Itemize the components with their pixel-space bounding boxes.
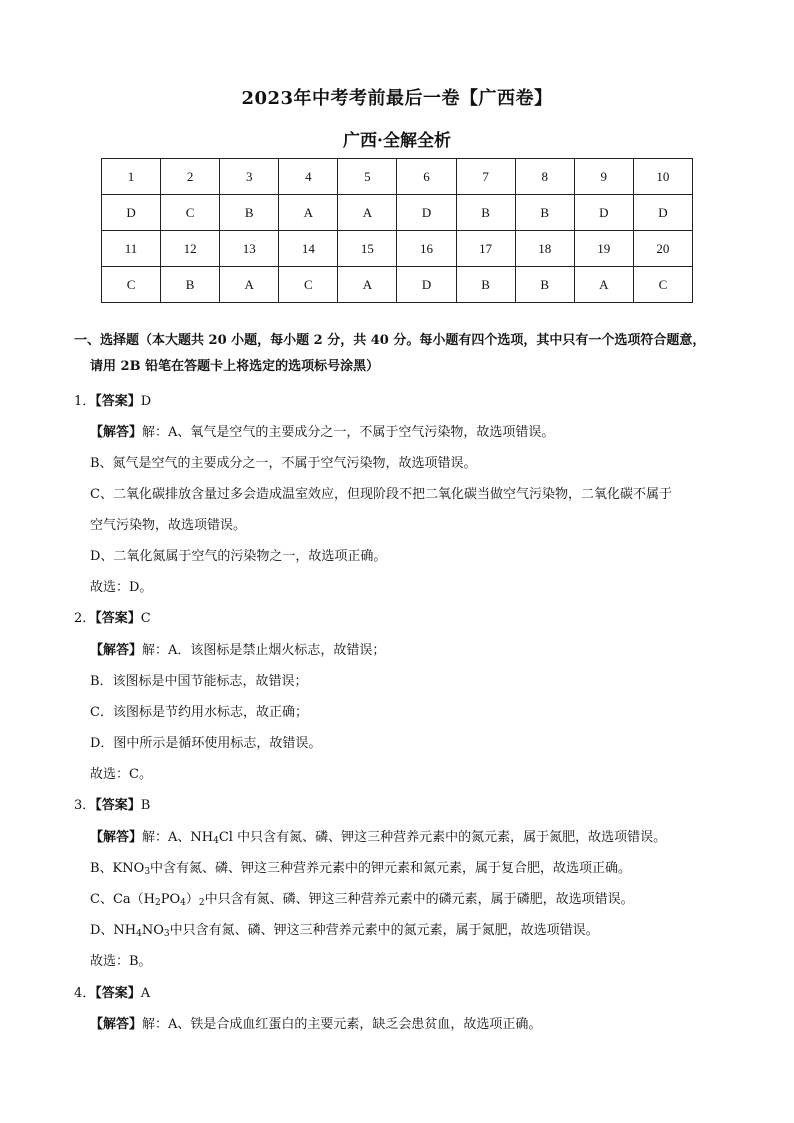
q4-number: 4． <box>74 986 96 1001</box>
table-cell: 4 <box>279 159 338 195</box>
q1-analysis-line3: C、二氧化碳排放含量过多会造成温室效应，但现阶段不把二氧化碳当做空气污染物，二氧化碳不属于 <box>90 487 672 502</box>
table-cell: A <box>574 267 633 303</box>
q1-answer-line <box>74 393 151 411</box>
q2-answer: C <box>140 611 151 626</box>
q1-analysis-line4: 空气污染物，故选项错误。 <box>90 518 247 533</box>
q4-answer-line <box>74 985 150 1003</box>
table-row <box>102 195 693 231</box>
q4-answer-tag: 【答案】 <box>95 986 141 1001</box>
table-cell: 12 <box>161 231 220 267</box>
q2-analysis-tag: 【解答】 <box>90 643 143 658</box>
q3-text: D、NH <box>90 923 137 938</box>
q1-analysis-tag: 【解答】 <box>90 425 143 440</box>
q3-answer: B <box>140 798 151 813</box>
subscript: 4 <box>213 836 219 846</box>
page-subtitle: 广西·全解全析 <box>343 131 451 151</box>
page-title: 2023年中考考前最后一卷【广西卷】 <box>241 88 553 109</box>
q2-analysis-line3: C．该图标是节约用水标志，故正确； <box>90 705 308 720</box>
subscript: 2 <box>154 898 161 908</box>
table-cell: 18 <box>515 231 574 267</box>
table-cell: 19 <box>574 231 633 267</box>
answer-table <box>101 158 693 303</box>
q1-text: 解：A、氧气是空气的主要成分之一，不属于空气污染物，故选项错误。 <box>142 425 555 440</box>
table-cell: 15 <box>338 231 397 267</box>
table-cell: D <box>574 195 633 231</box>
q3-text: NO <box>141 923 164 938</box>
q3-text: 中只含有氮、磷、钾这三种营养元素中的氮元素，属于氮肥，故选项错误。 <box>169 923 599 938</box>
section-heading-line2: 请用 2B 铅笔在答题卡上将选定的选项标号涂黑） <box>90 359 380 374</box>
table-cell: B <box>220 195 279 231</box>
table-cell: A <box>338 195 397 231</box>
q1-answer-tag: 【答案】 <box>95 394 141 409</box>
table-cell: C <box>633 267 692 303</box>
table-cell: D <box>397 267 456 303</box>
q1-number: 1． <box>74 394 96 409</box>
q4-analysis-tag: 【解答】 <box>90 1017 143 1032</box>
table-row <box>102 159 693 195</box>
q2-text: 解：A．该图标是禁止烟火标志，故错误； <box>142 643 386 658</box>
table-cell: B <box>161 267 220 303</box>
q4-answer: A <box>140 986 151 1001</box>
table-cell: 3 <box>220 159 279 195</box>
table-cell: C <box>161 195 220 231</box>
table-cell: B <box>456 267 515 303</box>
q4-text: 解：A、铁是合成血红蛋白的主要元素，缺乏会患贫血，故选项正确。 <box>142 1017 542 1032</box>
table-cell: 10 <box>633 159 692 195</box>
subscript: 3 <box>163 929 170 939</box>
table-cell: 6 <box>397 159 456 195</box>
table-cell: 14 <box>279 231 338 267</box>
table-cell: 5 <box>338 159 397 195</box>
q3-text: PO <box>160 892 181 907</box>
q2-analysis-line4: D．图中所示是循环使用标志，故错误。 <box>90 736 322 751</box>
q4-analysis-line1 <box>90 1016 541 1034</box>
q1-conclusion: 故选：D。 <box>90 580 153 595</box>
table-cell: C <box>279 267 338 303</box>
table-cell: 1 <box>102 159 161 195</box>
q3-text: Cl 中只含有氮、磷、钾这三种营养元素中的氮元素，属于氮肥，故选项错误。 <box>218 830 667 845</box>
q3-answer-tag: 【答案】 <box>95 798 141 813</box>
subscript: 3 <box>144 867 151 877</box>
table-cell: A <box>220 267 279 303</box>
q2-answer-line <box>74 610 151 628</box>
q1-analysis-line2: B、氮气是空气的主要成分之一，不属于空气污染物，故选项错误。 <box>90 456 477 471</box>
table-cell: D <box>633 195 692 231</box>
table-cell: 2 <box>161 159 220 195</box>
table-cell: C <box>102 267 161 303</box>
q3-analysis-line4 <box>90 922 599 940</box>
table-cell: B <box>456 195 515 231</box>
q2-answer-tag: 【答案】 <box>95 611 141 626</box>
table-cell: 11 <box>102 231 161 267</box>
q3-answer-line <box>74 797 150 815</box>
q3-text: 解：A、NH <box>142 830 214 845</box>
q3-text: 中含有氮、磷、钾这三种营养元素中的钾元素和氮元素，属于复合肥，故选项正确。 <box>150 861 632 876</box>
table-cell: 9 <box>574 159 633 195</box>
table-cell: D <box>102 195 161 231</box>
q2-analysis-line1 <box>90 642 385 660</box>
q3-text: C、Ca（H <box>90 892 155 907</box>
q3-number: 3． <box>74 798 96 813</box>
q3-text: 中只含有氮、磷、钾这三种营养元素中的磷元素，属于磷肥，故选项错误。 <box>204 892 634 907</box>
table-cell: 17 <box>456 231 515 267</box>
q3-analysis-tag: 【解答】 <box>90 830 143 845</box>
q3-analysis-line2 <box>90 860 631 878</box>
section-heading-line1: 一、选择题（本大题共 20 小题，每小题 2 分，共 40 分。每小题有四个选项，其中只有一个选项符合题意， <box>74 333 706 348</box>
q3-analysis-line3 <box>90 891 634 909</box>
table-cell: A <box>338 267 397 303</box>
q2-conclusion: 故选：C。 <box>90 767 152 782</box>
q1-answer: D <box>140 394 152 409</box>
q1-analysis-line1 <box>90 424 554 442</box>
table-row <box>102 231 693 267</box>
table-cell: B <box>515 195 574 231</box>
subscript: 2 <box>198 898 205 908</box>
table-cell: 8 <box>515 159 574 195</box>
table-cell: 20 <box>633 231 692 267</box>
subscript: 4 <box>180 898 186 908</box>
q3-conclusion: 故选：B。 <box>90 954 152 969</box>
table-cell: 13 <box>220 231 279 267</box>
q2-analysis-line2: B．该图标是中国节能标志，故错误； <box>90 674 308 689</box>
subscript: 4 <box>136 929 142 939</box>
table-cell: 7 <box>456 159 515 195</box>
q1-analysis-line5: D、二氧化氮属于空气的污染物之一，故选项正确。 <box>90 549 387 564</box>
table-cell: A <box>279 195 338 231</box>
table-cell: 16 <box>397 231 456 267</box>
q3-text: ） <box>185 892 199 907</box>
section-heading <box>74 328 714 380</box>
q3-analysis-line1 <box>90 829 666 847</box>
table-cell: B <box>515 267 574 303</box>
q3-text: B、KNO <box>90 861 145 876</box>
table-row <box>102 267 693 303</box>
q2-number: 2． <box>74 611 96 626</box>
table-cell: D <box>397 195 456 231</box>
